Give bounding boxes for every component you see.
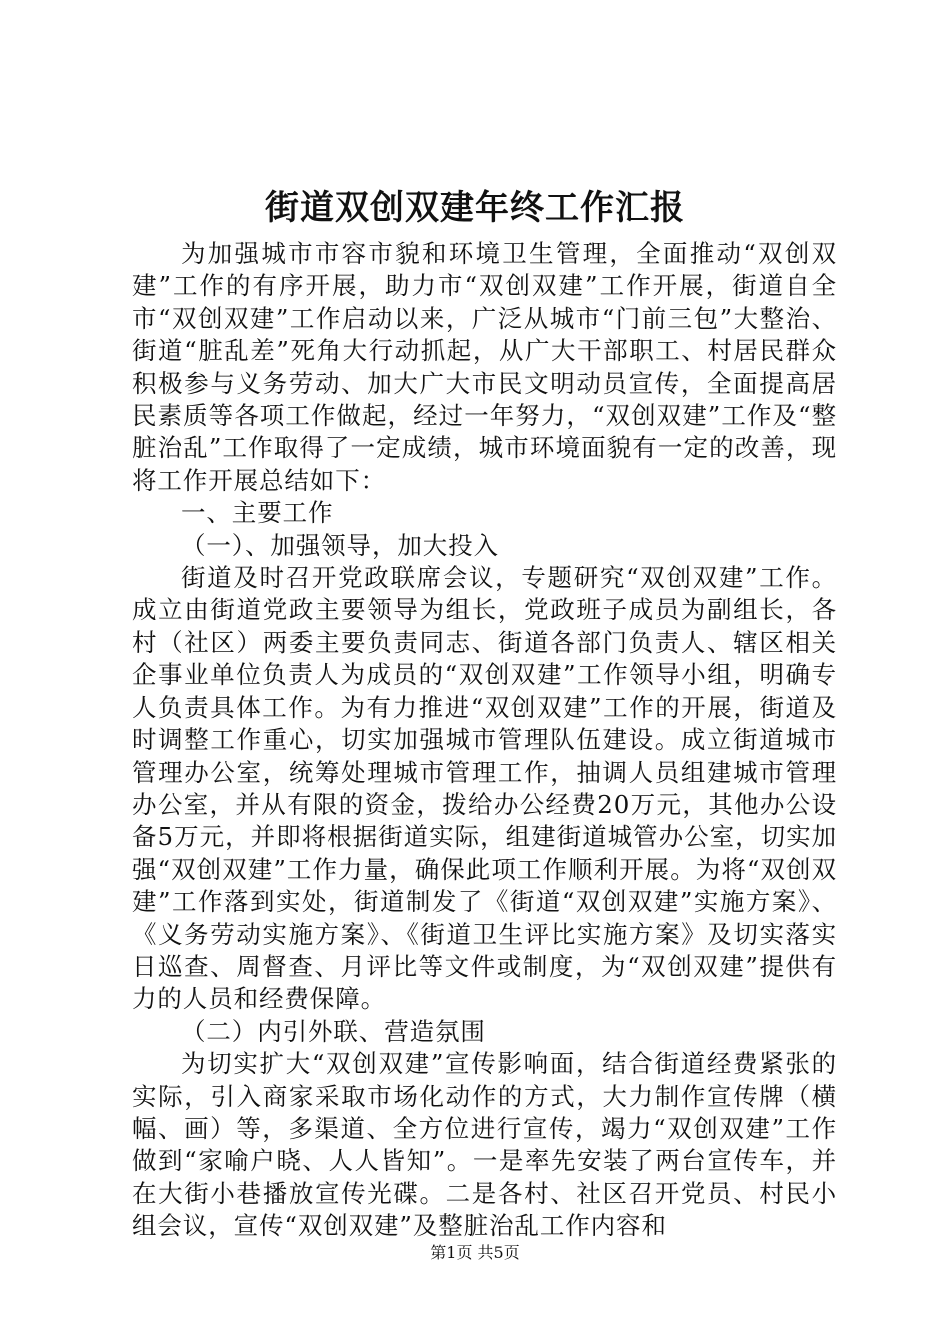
document-title: 街道双创双建年终工作汇报 bbox=[265, 188, 685, 228]
paragraph-atmosphere: 为切实扩大“双创双建”宣传影响面，结合街道经费紧张的实际，引入商家采取市场化动作的方式，大力制作宣传牌（横幅、画）等，多渠道、全方位进行宣传，竭力“双创双建”工作做到“家喻户晓、人人皆知”。一是率先安装了两台宣传车，并在大街小巷播放宣传光碟。二是各村、社区召开党员、村民小组会议，宣传“双创双建”及整脏治乱工作内容和 bbox=[132, 1049, 837, 1241]
subheading-atmosphere: （二）内引外联、营造氛围 bbox=[181, 1016, 486, 1046]
heading-main-work: 一、主要工作 bbox=[181, 498, 334, 528]
page-number: 第1页 共5页 bbox=[430, 1243, 520, 1262]
paragraph-leadership: 街道及时召开党政联席会议，专题研究“双创双建”工作。成立由街道党政主要领导为组长，党政班子成员为副组长，各村（社区）两委主要负责同志、街道各部门负责人、辖区相关企事业单位负责人为成员的“双创双建”工作领导小组，明确专人负责具体工作。为有力推进“双创双建”工作的开展，街道及时调整工作重心，切实加强城市管理队伍建设。成立街道城市管理办公室，统筹处理城市管理工作，抽调人员组建城市管理办公室，并从有限的资金，拨给办公经费20万元，其他办公设备5万元，并即将根据街道实际，组建街道城管办公室，切实加强“双创双建”工作力量，确保此项工作顺利开展。为将“双创双建”工作落到实处，街道制发了《街道“双创双建”实施方案》、《义务劳动实施方案》、《街道卫生评比实施方案》及切实落实日巡查、周督查、月评比等文件或制度，为“双创双建”提供有力的人员和经费保障。 bbox=[132, 563, 837, 1014]
document-body bbox=[132, 238, 837, 1243]
paragraph-intro: 为加强城市市容市貌和环境卫生管理，全面推动“双创双建”工作的有序开展，助力市“双创双建”工作开展，街道自全市“双创双建”工作启动以来，广泛从城市“门前三包”大整治、街道“脏乱差”死角大行动抓起，从广大干部职工、村居民群众积极参与义务劳动、加大广大市民文明动员宣传，全面提高居民素质等各项工作做起，经过一年努力，“双创双建”工作及“整脏治乱”工作取得了一定成绩，城市环境面貌有一定的改善，现将工作开展总结如下： bbox=[132, 239, 837, 495]
subheading-leadership: （一）、加强领导，加大投入 bbox=[181, 530, 499, 560]
